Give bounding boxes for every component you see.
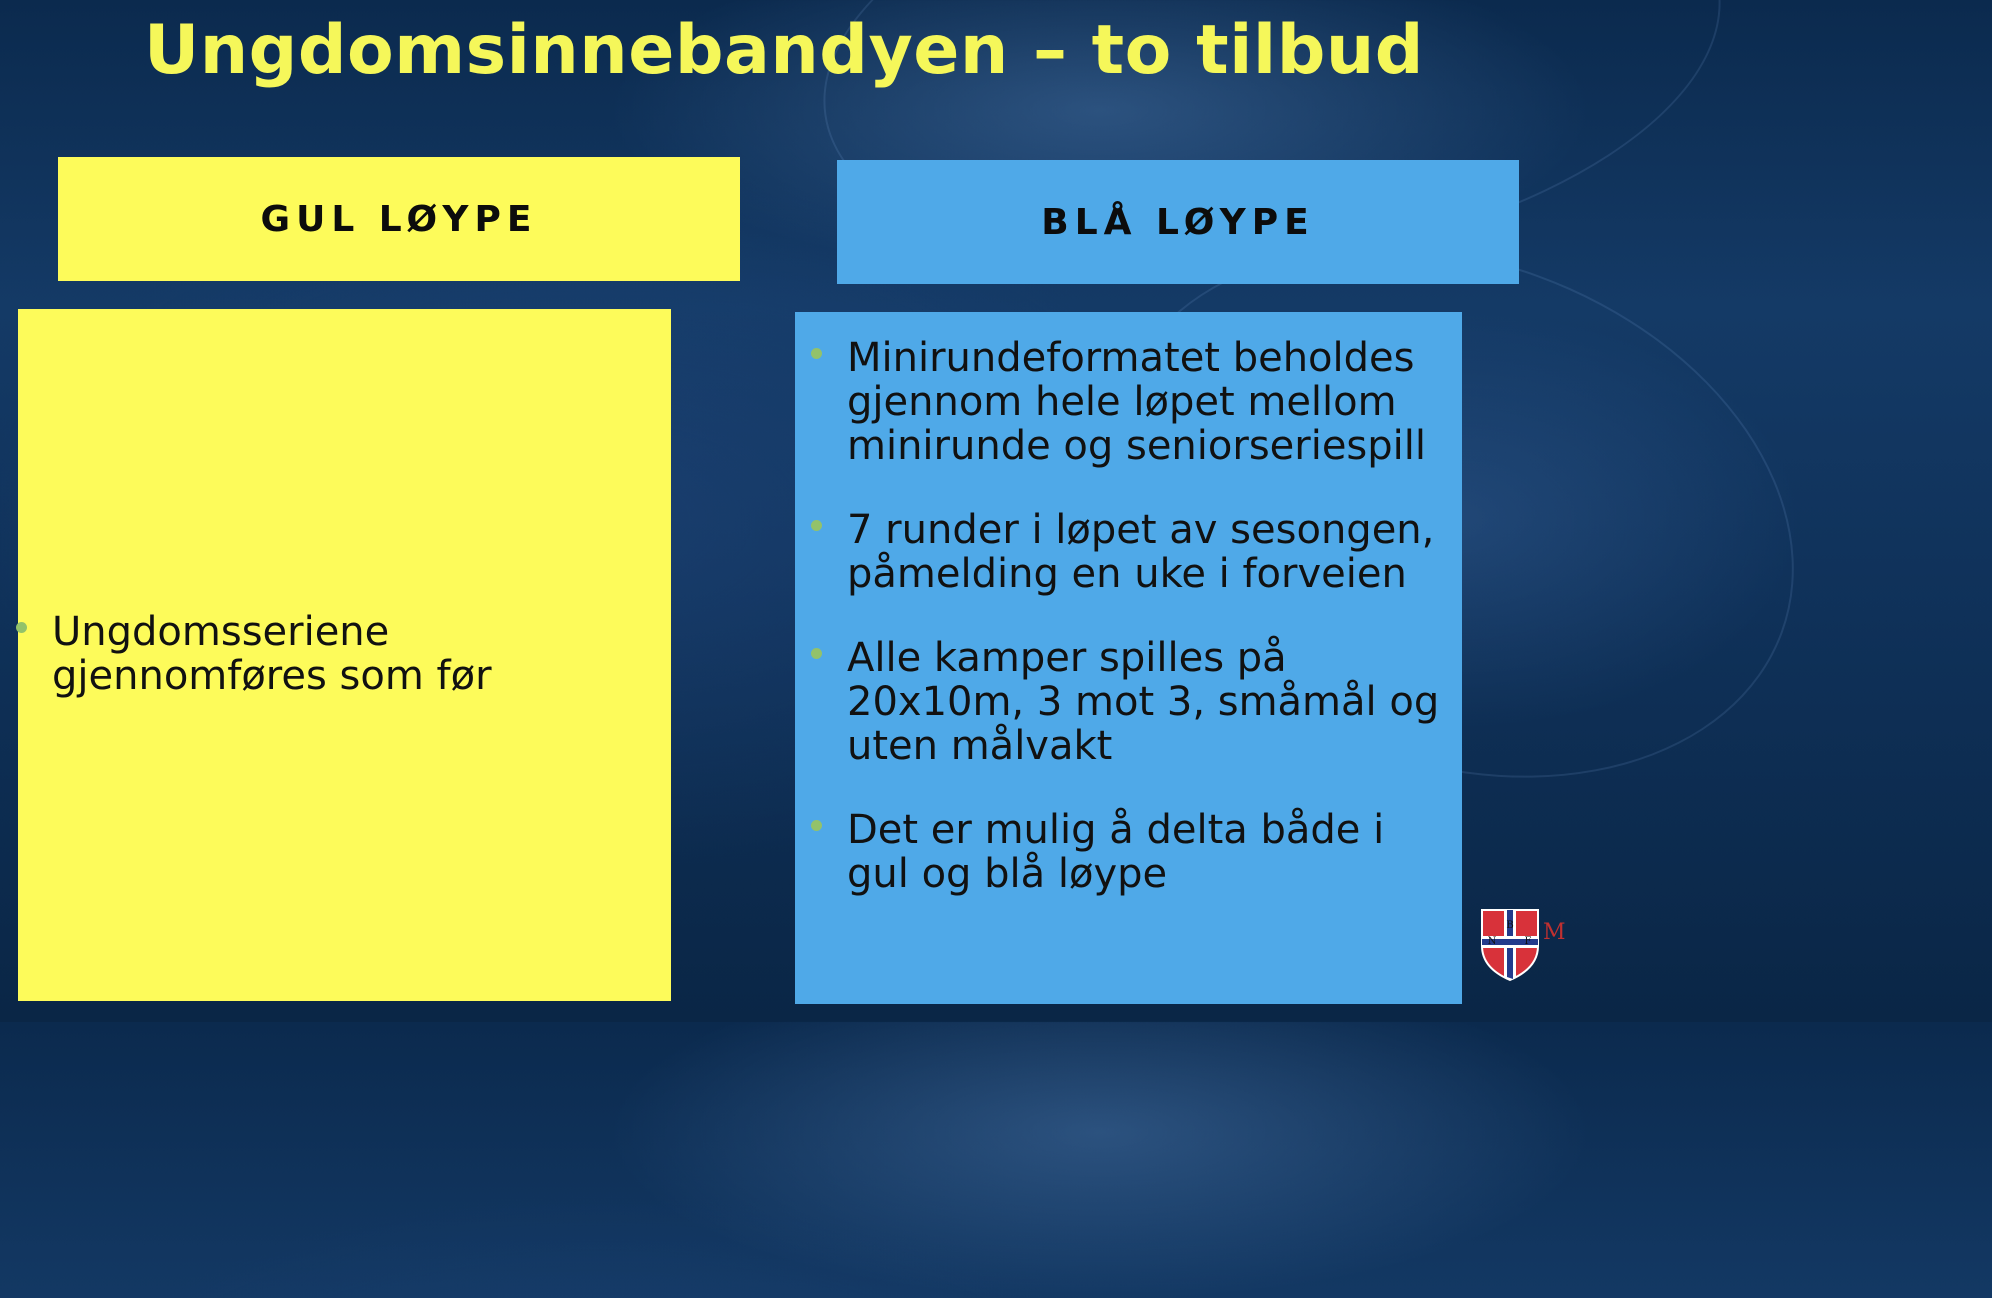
svg-text:B: B [1506,920,1514,931]
bla-loype-bullet-list [847,336,1457,936]
bullet-text: Minirundeformatet beholdes gjennom hele løpet mellom minirunde og seniorseriespill [847,335,1427,469]
nbf-shield-icon [1478,906,1542,982]
bullet-text: Ungdomsseriene gjennomføres som før [52,609,492,699]
gul-loype-bullet-list [52,610,652,698]
bullet-text: 7 runder i løpet av sesongen, påmelding en uke i forveien [847,507,1435,597]
gul-loype-header: GUL LØYPE [58,157,740,281]
bullet-dot-icon [811,520,822,531]
bullet-dot-icon [811,648,822,659]
logo-partial-text: M [1543,920,1566,945]
bullet-dot-icon [16,622,27,633]
bullet-item [52,610,652,698]
bullet-dot-icon [811,348,822,359]
bullet-item [847,508,1457,596]
bullet-dot-icon [811,820,822,831]
slide-title: Ungdomsinnebandyen – to tilbud [144,11,1424,90]
svg-text:N: N [1487,936,1497,947]
bullet-text: Det er mulig å delta både i gul og blå løype [847,807,1385,897]
bullet-text: Alle kamper spilles på 20x10m, 3 mot 3, småmål og uten målvakt [847,635,1440,769]
bullet-item [847,808,1457,896]
bullet-item [847,636,1457,768]
bullet-item [847,336,1457,468]
svg-text:F: F [1524,936,1532,947]
bla-loype-header: BLÅ LØYPE [837,160,1519,284]
